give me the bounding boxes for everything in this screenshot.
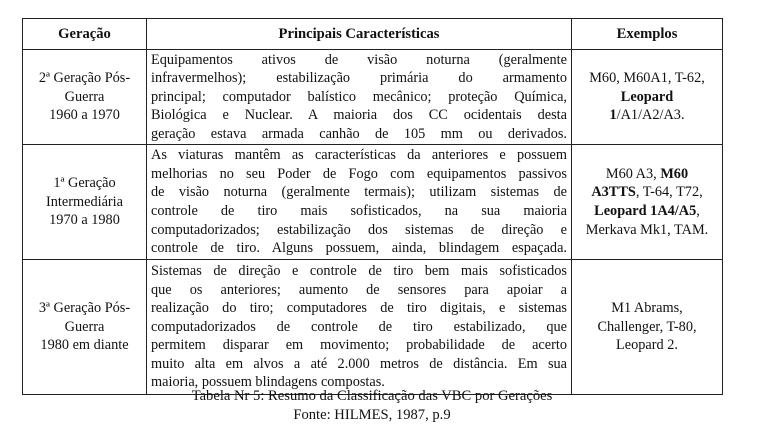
- table-caption: Tabela Nr 5: Resumo da Classificação das VBC por Gerações: [191, 388, 553, 404]
- examples-bold: 1: [609, 107, 617, 124]
- vbc-generations-table: [22, 18, 723, 395]
- table-header-row: [23, 19, 723, 50]
- table-row: [23, 50, 723, 145]
- examples-line: M1 Abrams,: [611, 300, 683, 317]
- characteristics-cell: [147, 50, 572, 145]
- generation-line: Guerra: [64, 318, 105, 335]
- characteristics-line: realização do tiro; computadores de tiro digitais, e sistemas: [151, 300, 567, 317]
- generation-line: 1970 a 1980: [49, 212, 120, 229]
- examples-line: M60, M60A1, T-62,: [589, 70, 705, 87]
- examples-cell: [572, 260, 723, 395]
- header-geracao: Geração: [23, 19, 147, 50]
- characteristics-line: As viaturas mantêm as características da anteriores e possuem: [151, 147, 567, 164]
- characteristics-line: Equipamentos ativos de visão noturna (geralmente: [151, 51, 567, 68]
- examples-bold: A3TTS: [591, 184, 636, 201]
- characteristics-line: geração estava armada canhão de 105 mm ou derivados.: [151, 125, 567, 142]
- generation-cell: [23, 145, 147, 260]
- characteristics-line: muito alta em alvos a até 2.000 metros de distância. Em sua: [151, 355, 567, 372]
- characteristics-cell: [147, 260, 572, 395]
- characteristics-line: computadorizados; estabilização dos sistemas de direção e: [151, 221, 567, 238]
- characteristics-line: que os anteriores; aumento de sensores para apoiar a: [151, 281, 567, 298]
- generation-cell: [23, 50, 147, 145]
- generation-line: Guerra: [64, 88, 105, 105]
- header-caracteristicas: Principais Características: [147, 19, 572, 50]
- examples-cell: [572, 50, 723, 145]
- table-row: [23, 145, 723, 260]
- examples-bold: Leopard 1A4/A5: [594, 203, 697, 219]
- generation-line: 1960 a 1970: [49, 107, 120, 124]
- characteristics-line: melhorias no seu Poder de Fogo com equipamentos passivos: [151, 165, 567, 182]
- characteristics-line: computadorizados de controle de tiro estabilizado, que: [151, 318, 567, 335]
- generation-line: 1980 em diante: [40, 337, 129, 354]
- generation-cell: [23, 260, 147, 395]
- generation-line: 3ª Geração Pós-: [38, 300, 131, 317]
- characteristics-line: de visão noturna (geralmente termais); utilizam sistemas de: [151, 184, 567, 201]
- characteristics-line: infravermelhos); estabilização primária do armamento: [151, 70, 567, 87]
- characteristics-line: Biológica e Nuclear. A maioria dos CC ocidentais desta: [151, 107, 567, 124]
- characteristics-line: Sistemas de direção e controle de tiro bem mais sofisticados: [151, 262, 567, 279]
- generation-line: 2ª Geração Pós-: [38, 70, 131, 87]
- examples-text: , T-64, T72,: [635, 184, 703, 201]
- generation-line: 1ª Geração: [53, 175, 116, 192]
- examples-text: M60 A3,: [605, 165, 661, 182]
- header-exemplos: Exemplos: [572, 19, 723, 50]
- characteristics-line: permitem disparar em movimento; probabilidade de acerto: [151, 337, 567, 354]
- characteristics-cell: [147, 145, 572, 260]
- generation-line: Intermediária: [46, 193, 123, 210]
- examples-line: Leopard 2.: [616, 337, 678, 354]
- table-row: [23, 260, 723, 395]
- examples-text: ,: [696, 203, 700, 219]
- examples-bold: M60: [660, 165, 689, 182]
- examples-line: Challenger, T-80,: [597, 318, 697, 335]
- characteristics-line: controle de tiro mais sofisticados, na sua maioria: [151, 203, 567, 219]
- examples-text: /A1/A2/A3.: [616, 107, 685, 124]
- examples-line: Merkava Mk1, TAM.: [585, 221, 709, 238]
- characteristics-line: principal; computador balístico mecânico; proteção Química,: [151, 88, 567, 105]
- characteristics-line: controle de tiro. Alguns possuem, ainda, blindagem espaçada.: [151, 240, 567, 257]
- table-source: Fonte: HILMES, 1987, p.9: [293, 407, 451, 423]
- examples-cell: [572, 145, 723, 260]
- characteristics-line: maioria, possuem blindagens compostas.: [151, 374, 385, 391]
- examples-bold: Leopard: [620, 88, 674, 105]
